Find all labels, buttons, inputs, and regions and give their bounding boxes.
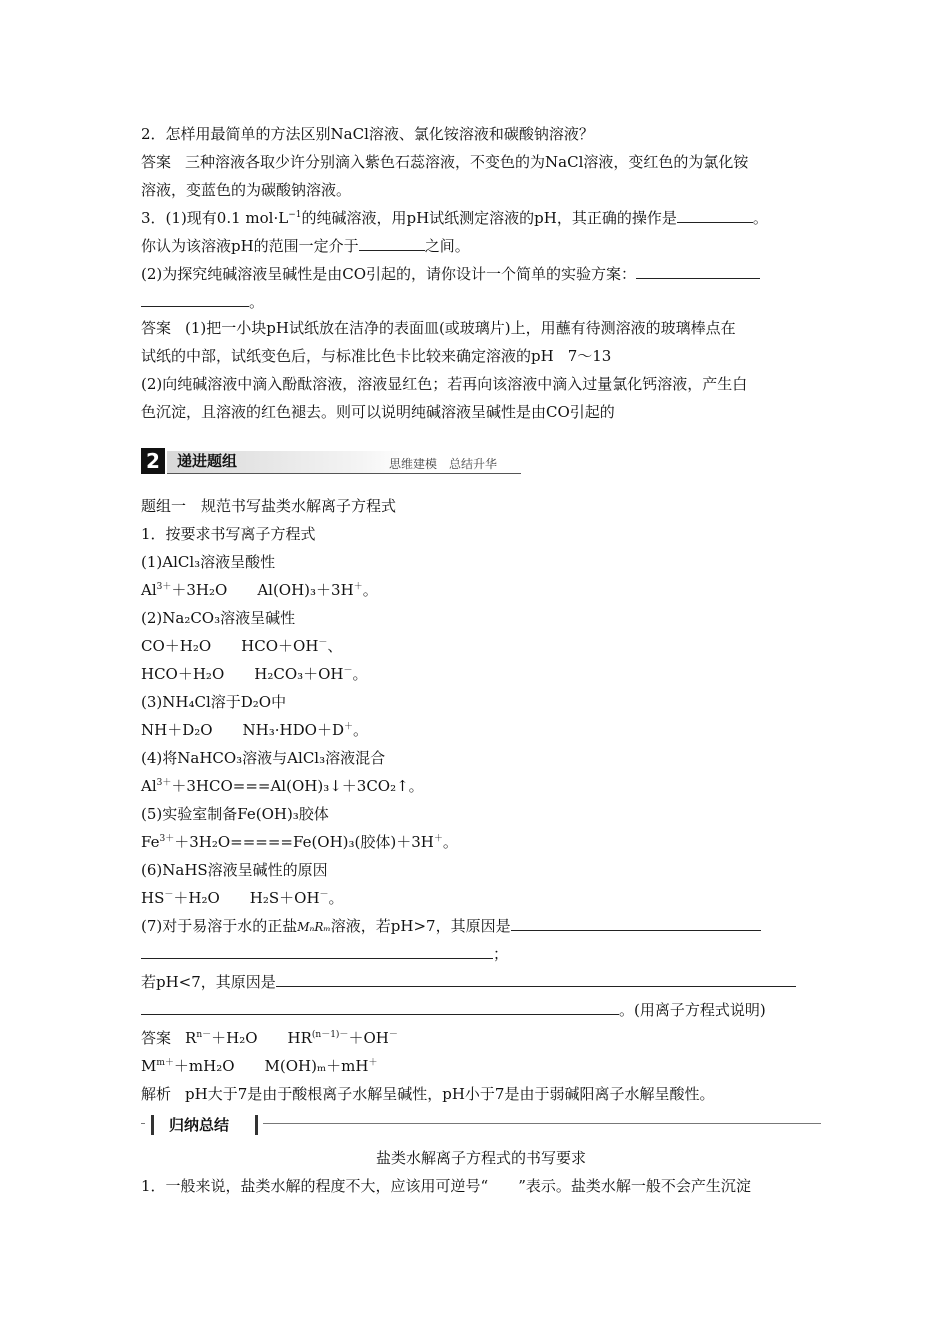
question-text: 若pH<7，其原因是 bbox=[141, 973, 276, 991]
equation bbox=[141, 632, 821, 660]
superscript: ＋ bbox=[353, 582, 363, 592]
answer-text: (1)把一小块pH试纸放在洁净的表面皿(或玻璃片)上，用蘸有待测溶液的玻璃棒点在 bbox=[185, 319, 736, 337]
equation-part: M bbox=[141, 1057, 157, 1075]
section-number: 2 bbox=[141, 448, 165, 474]
equation-part: ＋mH₂O bbox=[173, 1057, 235, 1075]
answer-line: 色沉淀，且溶液的红色褪去。则可以说明纯碱溶液呈碱性是由CO引起的 bbox=[141, 403, 615, 421]
section-subtitle: 思维建模 总结升华 bbox=[389, 457, 498, 471]
superscript: － bbox=[319, 890, 329, 900]
question-text: 溶液，若pH>7，其原因是 bbox=[330, 917, 511, 935]
superscript: － bbox=[318, 638, 328, 648]
section-header bbox=[141, 448, 521, 474]
summary-bar-right bbox=[255, 1115, 258, 1135]
answer-blank[interactable] bbox=[141, 290, 249, 307]
equation-part: HR bbox=[287, 1029, 312, 1047]
equation-part: CO＋H₂O bbox=[141, 637, 212, 655]
equation-part: NH＋D₂O bbox=[141, 721, 213, 739]
equation bbox=[141, 716, 821, 744]
question-text: 之间。 bbox=[424, 237, 470, 255]
item-label: (3)NH₄Cl溶于D₂O中 bbox=[141, 693, 287, 711]
equation bbox=[141, 576, 821, 604]
question-text: (2)为探究纯碱溶液呈碱性是由CO引起的，请你设计一个简单的实验方案： bbox=[141, 265, 637, 283]
summary-content bbox=[141, 1144, 821, 1200]
question-text: 2．怎样用最简单的方法区别NaCl溶液、氯化铵溶液和碳酸钠溶液？ bbox=[141, 125, 594, 143]
answer-blank[interactable] bbox=[276, 970, 796, 987]
explanation-text: pH大于7是由于酸根离子水解呈碱性，pH小于7是由于弱碱阳离子水解呈酸性。 bbox=[185, 1085, 715, 1103]
item-label: (5)实验室制备Fe(OH)₃胶体 bbox=[141, 805, 329, 823]
answer-text: 三种溶液各取少许分别滴入紫色石蕊溶液，不变色的为NaCl溶液，变红色的为氯化铵 bbox=[185, 153, 749, 171]
superscript: (n－1)－ bbox=[311, 1030, 349, 1040]
equation-part: HS bbox=[141, 889, 165, 907]
question-group-1 bbox=[141, 492, 821, 1108]
question-text: 。(用离子方程式说明) bbox=[619, 1001, 766, 1019]
superscript: ＋ bbox=[433, 834, 443, 844]
equation-part: R bbox=[185, 1029, 197, 1047]
punctuation: 。 bbox=[249, 293, 265, 311]
answer-line bbox=[141, 148, 821, 176]
superscript: － bbox=[164, 890, 174, 900]
answer-line bbox=[141, 342, 821, 370]
answer-text: 7～13 bbox=[567, 347, 612, 365]
answer-blank[interactable] bbox=[677, 206, 753, 223]
punctuation: 。 bbox=[352, 665, 368, 683]
question-line bbox=[141, 204, 821, 232]
equation bbox=[141, 660, 821, 688]
equation-part: ＋3H₂O=====Fe(OH)₃(胶体)＋3H bbox=[174, 833, 434, 851]
question-line bbox=[141, 232, 821, 260]
superscript: m＋ bbox=[156, 1058, 174, 1068]
summary-heading: 盐类水解离子方程式的书写要求 bbox=[375, 1149, 586, 1167]
summary-paragraph bbox=[141, 1172, 821, 1200]
question-line bbox=[141, 260, 821, 288]
punctuation: 。 bbox=[328, 889, 344, 907]
paragraph-text: 1．一般来说，盐类水解的程度不大，应该用可逆号“ bbox=[141, 1177, 489, 1195]
punctuation: ； bbox=[493, 945, 509, 963]
answer-line bbox=[141, 314, 821, 342]
equation-part: ＋3HCO===Al(OH)₃↓＋3CO₂↑。 bbox=[171, 777, 424, 795]
answer-label: 答案 bbox=[141, 319, 172, 337]
superscript: 3＋ bbox=[156, 582, 172, 592]
superscript: n－ bbox=[196, 1030, 212, 1040]
group-title: 题组一 规范书写盐类水解离子方程式 bbox=[141, 497, 397, 515]
question-text: (7)对于易溶于水的正盐 bbox=[141, 917, 298, 935]
equation-part: Al bbox=[141, 581, 157, 599]
equation-part: HCO＋OH bbox=[241, 637, 319, 655]
answer-text: 试纸的中部，试纸变色后，与标准比色卡比较来确定溶液的pH bbox=[141, 347, 554, 365]
formula: MₙRₘ bbox=[297, 920, 331, 934]
punctuation: 。 bbox=[442, 833, 458, 851]
section-title: 递进题组 bbox=[177, 452, 238, 470]
summary-title-box bbox=[145, 1113, 263, 1135]
punctuation: 。 bbox=[752, 209, 768, 227]
superscript: ＋ bbox=[368, 1058, 378, 1068]
answer-blank[interactable] bbox=[636, 262, 760, 279]
punctuation: 。 bbox=[362, 581, 378, 599]
equation-part: Al bbox=[141, 777, 157, 795]
equation-part: NH₃·HDO＋D bbox=[242, 721, 344, 739]
superscript: － bbox=[343, 666, 353, 676]
superscript: −1 bbox=[288, 210, 302, 220]
question-line bbox=[141, 288, 821, 316]
summary-bar-left bbox=[151, 1115, 154, 1135]
punctuation: 。 bbox=[352, 721, 368, 739]
question-3 bbox=[141, 204, 821, 316]
equation-part: ＋3H₂O bbox=[171, 581, 228, 599]
question-2 bbox=[141, 120, 821, 204]
explanation-line bbox=[141, 1080, 821, 1108]
item-label: (1)AlCl₃溶液呈酸性 bbox=[141, 553, 276, 571]
equation bbox=[141, 884, 821, 912]
question-text: 3．(1)现有0.1 mol·L bbox=[141, 209, 289, 227]
summary-title: 归纳总结 bbox=[169, 1116, 230, 1134]
item-label: (4)将NaHCO₃溶液与AlCl₃溶液混合 bbox=[141, 749, 386, 767]
question-line bbox=[141, 940, 821, 968]
answer-line bbox=[141, 1052, 821, 1080]
paragraph-text: ”表示。盐类水解一般不会产生沉淀 bbox=[518, 1177, 751, 1195]
superscript: － bbox=[388, 1030, 398, 1040]
superscript: ＋ bbox=[343, 722, 353, 732]
superscript: 3＋ bbox=[156, 778, 172, 788]
equation-part: ＋H₂O bbox=[173, 889, 220, 907]
answer-label: 答案 bbox=[141, 1029, 172, 1047]
equation-part: Fe bbox=[141, 833, 160, 851]
item-label: (6)NaHS溶液呈碱性的原因 bbox=[141, 861, 328, 879]
equation-part: Al(OH)₃＋3H bbox=[257, 581, 354, 599]
answer-3 bbox=[141, 314, 821, 426]
equation-part: H₂CO₃＋OH bbox=[254, 665, 344, 683]
equation-part: ＋OH bbox=[348, 1029, 389, 1047]
equation-part: M(OH)ₘ＋mH bbox=[264, 1057, 369, 1075]
answer-blank[interactable] bbox=[141, 942, 493, 959]
question-line bbox=[141, 996, 821, 1024]
answer-blank[interactable] bbox=[511, 914, 761, 931]
answer-label: 答案 bbox=[141, 153, 172, 171]
equation-part: ＋H₂O bbox=[211, 1029, 258, 1047]
equation bbox=[141, 828, 821, 856]
item-label: (2)Na₂CO₃溶液呈碱性 bbox=[141, 609, 296, 627]
explanation-label: 解析 bbox=[141, 1085, 172, 1103]
answer-line: (2)向纯碱溶液中滴入酚酞溶液，溶液显红色；若再向该溶液中滴入过量氯化钙溶液，产生白 bbox=[141, 375, 748, 393]
equation bbox=[141, 772, 821, 800]
section-rule bbox=[167, 473, 521, 474]
question-line bbox=[141, 912, 821, 940]
question-line bbox=[141, 968, 821, 996]
answer-blank[interactable] bbox=[359, 234, 425, 251]
answer-blank[interactable] bbox=[141, 998, 619, 1015]
question-text: 的纯碱溶液，用pH试纸测定溶液的pH，其正确的操作是 bbox=[301, 209, 677, 227]
equation-part: HCO＋H₂O bbox=[141, 665, 225, 683]
summary-header bbox=[141, 1112, 821, 1136]
answer-line bbox=[141, 1024, 821, 1052]
equation-part: H₂S＋OH bbox=[249, 889, 320, 907]
superscript: 3＋ bbox=[159, 834, 175, 844]
answer-line: 溶液，变蓝色的为碳酸钠溶液。 bbox=[141, 181, 352, 199]
punctuation: 、 bbox=[327, 637, 343, 655]
question-text: 你认为该溶液pH的范围一定介于 bbox=[141, 237, 359, 255]
question-text: 1．按要求书写离子方程式 bbox=[141, 525, 316, 543]
